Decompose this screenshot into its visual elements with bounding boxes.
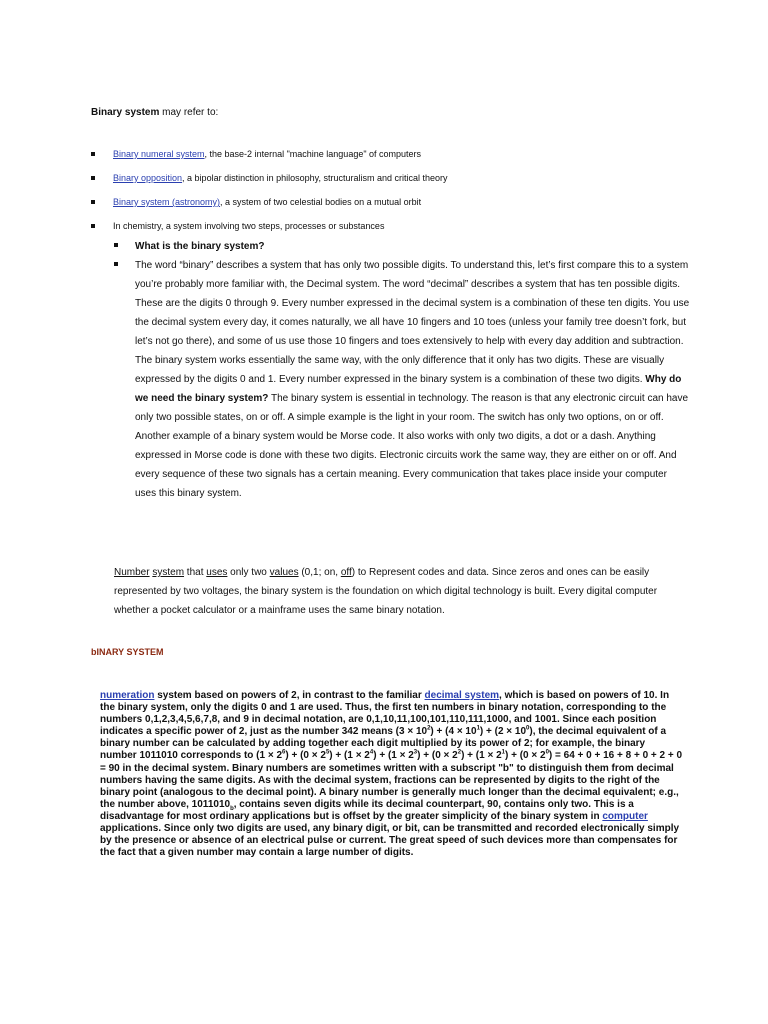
intro-line (91, 107, 218, 118)
link-binary-numeral-system[interactable]: Binary numeral system (113, 149, 205, 159)
encyclopedia-paragraph: numeration system based on powers of 2, in contrast to the familiar decimal system, which is based on powers of 10. In the binary system, only the digits 0 and 1 are used. Thus, the first ten numbers in binary notation, corresponding to the numbers 0,1,2,3,4,5,6,7,8, and 9 in decimal notation, are 0,1,10,11,100,101,110,111,1000, and 1001. Since each position indicates a specific power of 2, just as the number 342 means $(3 \times 10^2) + (4 \times 10^1) + (2 \times 10^0)$, the decimal equivalent of a binary number can be calculated by adding together each digit multiplied by its power of 2; for example, the binary number 1011010 corresponds to $(1 \times 2^6) + (0 \times 2^5) + (1 \times 2^4) + (1 \times 2^3) + (0 \times 2^2) + (1 \times 2^1) + (0 \times 2^0) = 64 + 0 + 16 + 8 + 0 + 2 + 0 = 90$ in the decimal system. Binary numbers are sometimes written with a subscript "b" to distinguish them from decimal numbers having the same digits. As with the decimal system, fractions can be represented by digits to the right of the binary point (analogous to the decimal point). A binary number is generally much longer than the decimal equivalent; e.g., the number above, $1011010_b$, contains seven digits while its decimal counterpart, 90, contains only two. This is a disadvantage for most ordinary applications but is offset by the greater simplicity of the binary system in computer applications. Since only two digits are used, any binary digit, or bit, can be transmitted and recorded electronically simply by the presence or absence of an electrical pulse or current. The great speed of such devices more than compensates for the fact that a given number may contain a large number of digits. (100, 690, 683, 859)
bullet-square-icon (114, 262, 118, 266)
list-item-text: , a bipolar distinction in philosophy, structuralism and critical theory (182, 173, 448, 183)
word-values: values (269, 567, 299, 578)
link-decimal-system[interactable]: decimal system (424, 690, 500, 701)
bullet-square-icon (91, 176, 95, 180)
body-text-1: The word “binary” describes a system that has only two possible digits. To understand this, let’s first compare this to a system you’re probably more familiar with, the Decimal system. The word “decimal” describes a system that has ten possible digits. These are the digits 0 through 9. Every number expressed in the decimal system is a combination of these ten digits. You use the decimal system every day, it comes naturally, we all have 10 fingers and 10 toes (unless your family tree doesn’t fork, but let’s not go there), and some of us use those 10 fingers and toes extensively to help with every day addition and subtraction. The binary system works essentially the same way, with the only difference that it only has two digits. These are visually expressed by the digits 0 and 1. Every number expressed in the binary system is a combination of these two digits. (135, 260, 690, 385)
body-text-2: The binary system is essential in technology. The reason is that any electronic circuit can have only two possible states, on or off. A simple example is the light in your room. The switch has only two options, on or off. Another example of a binary system would be Morse code. It also works with only two digits, a dot or a dash. Anything expressed in Morse code is done with these two digits. Electronic circuits work the same way, they are either on or off. And every sequence of these two signals has a certain meaning. Every communication that takes place inside your computer uses this binary system. (135, 393, 689, 499)
link-computer[interactable]: computer (602, 810, 648, 822)
word-uses: uses (206, 567, 228, 578)
bullet-square-icon (91, 152, 95, 156)
intro-term: Binary system (91, 107, 160, 118)
section-heading: bINARY SYSTEM (91, 647, 164, 657)
word-off: off (340, 567, 352, 578)
list-item-text: In chemistry, a system involving two steps, processes or substances (113, 221, 385, 231)
body-text (135, 256, 690, 503)
list-item-text: , the base-2 internal "machine language" of computers (204, 149, 422, 159)
bullet-square-icon (91, 200, 95, 204)
intro-rest: may refer to: (159, 107, 219, 118)
bullet-square-icon (114, 243, 118, 247)
question-heading: What is the binary system? (135, 241, 265, 252)
bullet-square-icon (91, 224, 95, 228)
link-binary-system-astronomy[interactable]: Binary system (astronomy) (113, 197, 221, 207)
link-binary-opposition[interactable]: Binary opposition (113, 173, 183, 183)
word-system: system (152, 567, 185, 578)
body-bold-question: Why do we need the binary system? (135, 374, 682, 404)
link-numeration[interactable]: numeration (100, 690, 155, 701)
list-item-text: , a system of two celestial bodies on a mutual orbit (220, 197, 422, 207)
number-system-paragraph: Number system that uses only two values (0,1; on, off) to Represent codes and data. Since zeros and ones can be easily represented by two voltages, the binary system is the foundation on which digital technology is built. Every digital computer whether a pocket calculator or a mainframe uses the same binary notation. (114, 567, 658, 617)
word-number: Number (114, 567, 150, 578)
